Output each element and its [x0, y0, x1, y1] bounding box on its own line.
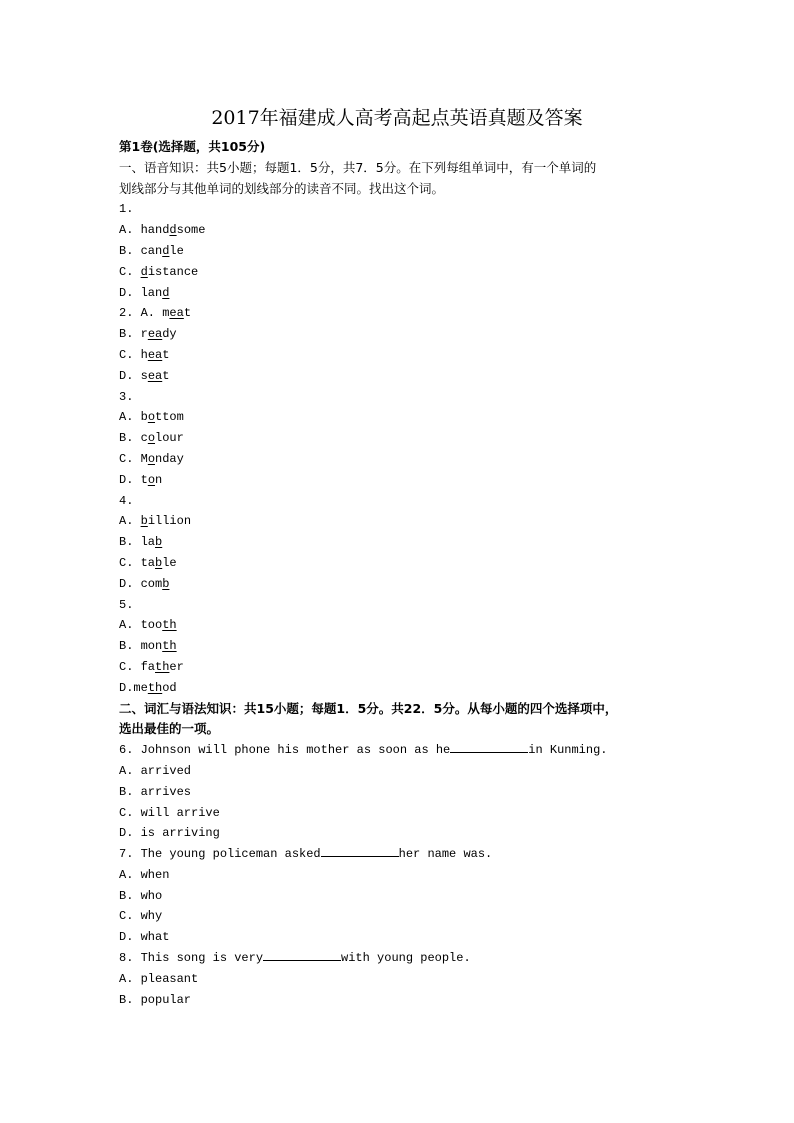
- text-segment: A. b: [119, 410, 148, 425]
- text-segment: dy: [162, 327, 177, 342]
- text-segment: D. com: [119, 576, 163, 591]
- text-segment: her name was.: [398, 847, 493, 862]
- text-segment: er: [169, 659, 184, 674]
- text-segment: A. when: [119, 867, 170, 882]
- text-segment: n: [155, 472, 163, 487]
- text-segment: 6. Johnson will phone his mother as soon as he: [119, 743, 451, 758]
- text-line: [119, 283, 684, 304]
- underlined-letters: th: [147, 680, 163, 695]
- text-segment: C. why: [119, 909, 163, 924]
- text-line: [119, 990, 684, 1011]
- text-line: [119, 636, 684, 657]
- text-line: [119, 158, 684, 179]
- text-line: [119, 803, 684, 824]
- text-segment: t: [162, 347, 170, 362]
- underlined-letters: b: [155, 555, 163, 570]
- text-line: [119, 678, 684, 699]
- text-line: [119, 761, 684, 782]
- text-segment: 1.: [119, 202, 134, 217]
- text-segment: B. c: [119, 431, 148, 446]
- text-line: [119, 387, 684, 408]
- text-line: [119, 927, 684, 948]
- text-line: [119, 532, 684, 553]
- text-segment: t: [162, 368, 170, 383]
- text-segment: D. lan: [119, 285, 163, 300]
- text-segment: D. s: [119, 368, 148, 383]
- text-line: [119, 511, 684, 532]
- text-line: [119, 470, 684, 491]
- text-segment: 第1卷(选择题，共105分): [119, 139, 266, 154]
- text-line: [119, 574, 684, 595]
- text-segment: D. is arriving: [119, 826, 220, 841]
- text-segment: C. fa: [119, 659, 156, 674]
- answer-blank: [321, 844, 399, 857]
- text-line: [119, 324, 684, 345]
- text-line: [119, 449, 684, 470]
- underlined-letters: th: [162, 639, 177, 654]
- text-segment: nday: [155, 451, 184, 466]
- underlined-letters: th: [162, 618, 177, 633]
- text-segment: in Kunming.: [528, 743, 608, 758]
- text-segment: le: [162, 555, 177, 570]
- text-segment: B. popular: [119, 992, 192, 1007]
- text-segment: lour: [155, 431, 184, 446]
- text-segment: 选出最佳的一项。: [119, 721, 220, 737]
- section-heading: [119, 699, 684, 720]
- text-line: [119, 179, 684, 200]
- text-line: [119, 407, 684, 428]
- text-segment: some: [176, 223, 206, 238]
- text-segment: B. can: [119, 243, 163, 258]
- section-heading: [119, 137, 684, 158]
- text-segment: 二、词汇与语法知识：共15小题；每题1．5分。共22．5分。从每小题的四个选择项中，: [119, 700, 618, 716]
- text-line: [119, 844, 684, 865]
- text-segment: ttom: [155, 410, 184, 425]
- underlined-letters: b: [155, 535, 163, 550]
- text-segment: B. la: [119, 535, 156, 550]
- answer-blank: [263, 948, 341, 961]
- text-line: [119, 886, 684, 907]
- text-segment: 4.: [119, 493, 134, 508]
- text-segment: B. arrives: [119, 784, 192, 799]
- text-line: [119, 303, 684, 324]
- text-segment: A. pleasant: [119, 971, 199, 986]
- text-segment: A. hand: [119, 223, 170, 238]
- text-segment: 3.: [119, 389, 134, 404]
- underlined-letters: b: [140, 514, 148, 529]
- text-line: [119, 491, 684, 512]
- text-line: [119, 553, 684, 574]
- underlined-letters: o: [147, 472, 156, 487]
- underlined-letters: d: [140, 264, 148, 279]
- text-line: [119, 740, 684, 761]
- text-segment: C. M: [119, 451, 148, 466]
- text-segment: le: [169, 243, 184, 258]
- text-segment: with young people.: [341, 951, 471, 966]
- text-segment: 一、语音知识：共5小题；每题1．5分，共7．5分。在下列每组单词中，有一个单词的: [119, 159, 597, 175]
- text-segment: C. h: [119, 347, 148, 362]
- text-line: [119, 262, 684, 283]
- underlined-letters: d: [162, 243, 170, 258]
- text-line: [119, 595, 684, 616]
- text-segment: 2. A. m: [119, 306, 170, 321]
- text-line: [119, 948, 684, 969]
- text-segment: B. mon: [119, 639, 163, 654]
- text-segment: A.: [119, 514, 141, 529]
- text-segment: 8. This song is very: [119, 951, 264, 966]
- text-segment: 划线部分与其他单词的划线部分的读音不同。找出这个词。: [119, 180, 445, 196]
- answer-blank: [450, 740, 528, 753]
- underlined-letters: b: [162, 576, 170, 591]
- text-line: [119, 615, 684, 636]
- text-line: [119, 199, 684, 220]
- document-title: 2017年福建成人高考高起点英语真题及答案: [211, 107, 583, 129]
- underlined-letters: ea: [147, 347, 163, 362]
- underlined-letters: ea: [147, 327, 163, 342]
- text-line: [119, 241, 684, 262]
- text-line: [119, 220, 684, 241]
- text-line: [119, 657, 684, 678]
- text-segment: D. what: [119, 930, 170, 945]
- text-segment: B. who: [119, 888, 163, 903]
- text-segment: illion: [147, 514, 192, 529]
- text-line: [119, 865, 684, 886]
- underlined-letters: o: [147, 431, 156, 446]
- text-segment: D. t: [119, 472, 148, 487]
- underlined-letters: d: [169, 223, 177, 238]
- text-segment: istance: [147, 264, 199, 279]
- text-line: [119, 366, 684, 387]
- section-heading: [119, 719, 684, 740]
- text-segment: C.: [119, 264, 141, 279]
- text-line: [119, 345, 684, 366]
- text-line: [119, 906, 684, 927]
- text-segment: t: [183, 306, 192, 321]
- text-line: [119, 823, 684, 844]
- text-line: [119, 782, 684, 803]
- document-body: [119, 137, 684, 1010]
- text-segment: od: [162, 680, 177, 695]
- underlined-letters: o: [147, 410, 156, 425]
- text-segment: 7. The young policeman asked: [119, 847, 321, 862]
- underlined-letters: th: [155, 659, 170, 674]
- text-segment: A. arrived: [119, 763, 192, 778]
- text-segment: 5.: [119, 597, 134, 612]
- text-segment: D.me: [119, 680, 148, 695]
- text-segment: B. r: [119, 327, 148, 342]
- underlined-letters: ea: [147, 368, 163, 383]
- text-line: [119, 969, 684, 990]
- underlined-letters: d: [162, 285, 170, 300]
- text-segment: C. will arrive: [119, 805, 220, 820]
- underlined-letters: ea: [169, 306, 184, 321]
- text-line: [119, 428, 684, 449]
- underlined-letters: o: [147, 451, 156, 466]
- text-segment: C. ta: [119, 555, 156, 570]
- text-segment: A. too: [119, 618, 163, 633]
